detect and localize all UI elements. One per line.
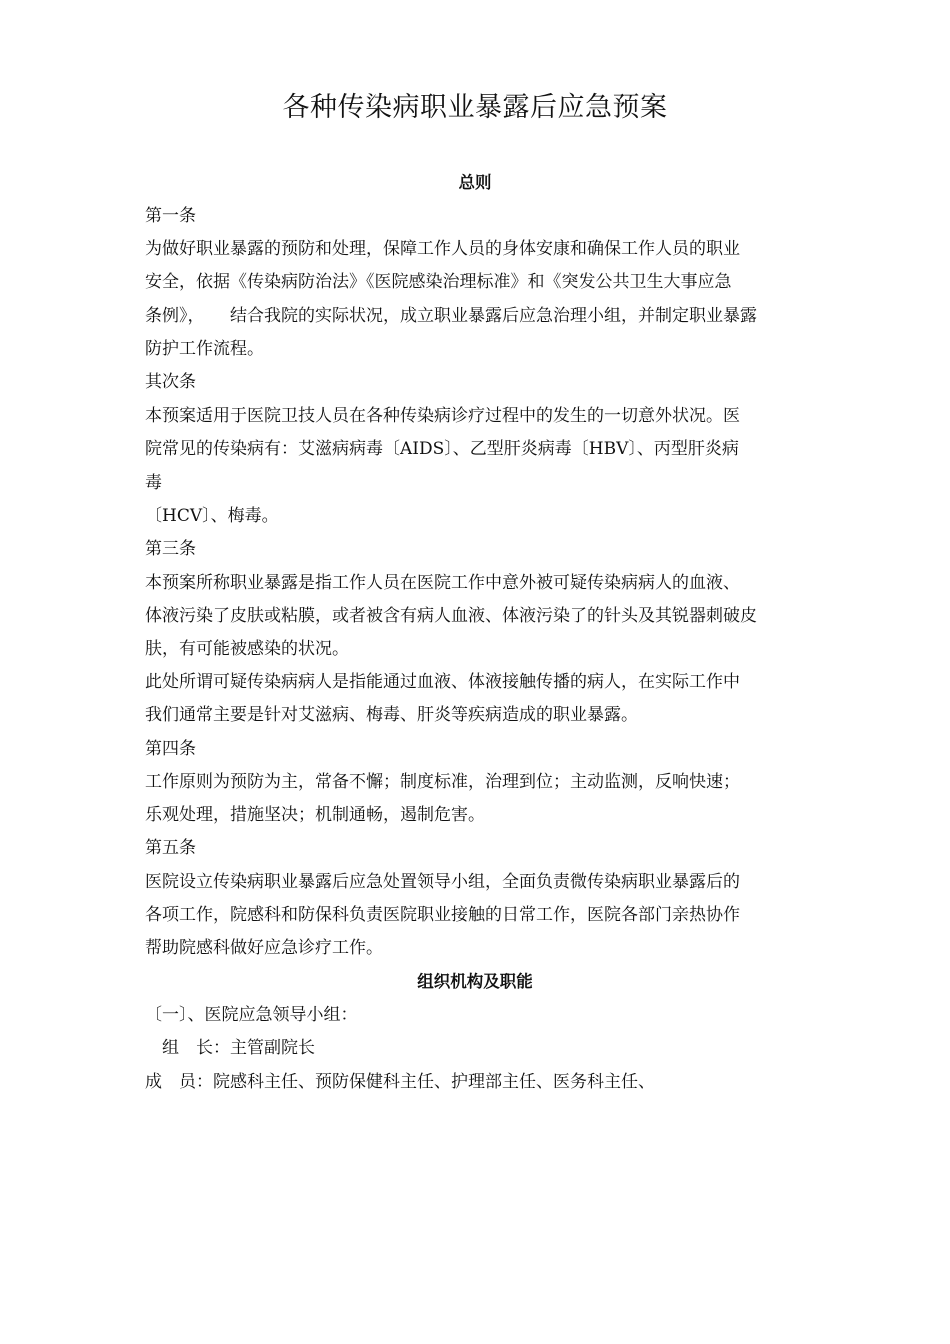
paragraph-line: 医院设立传染病职业暴露后应急处置领导小组，全面负责微传染病职业暴露后的 <box>145 872 740 892</box>
section-heading-organization: 组织机构及职能 <box>417 972 533 991</box>
paragraph-line: 我们通常主要是针对艾滋病、梅毒、肝炎等疾病造成的职业暴露。 <box>145 705 638 725</box>
paragraph-line: 毒 <box>145 473 162 493</box>
paragraph-line: 本预案所称职业暴露是指工作人员在医院工作中意外被可疑传染病病人的血液、 <box>145 573 740 593</box>
paragraph-line: 条例》， 结合我院的实际状况，成立职业暴露后应急治理小组，并制定职业暴露 <box>145 306 757 326</box>
paragraph-line: 第五条 <box>145 838 196 858</box>
paragraph-line: 帮助院感科做好应急诊疗工作。 <box>145 938 383 958</box>
paragraph-line: 其次条 <box>145 372 196 392</box>
paragraph-line: 安全，依据《传染病防治法》《医院感染治理标准》和《突发公共卫生大事应急 <box>145 272 732 292</box>
paragraph-line: 乐观处理，措施坚决；机制通畅，遏制危害。 <box>145 805 485 825</box>
paragraph-line: 成 员：院感科主任、预防保健科主任、护理部主任、医务科主任、 <box>145 1072 655 1092</box>
section-heading-general: 总则 <box>458 173 492 192</box>
paragraph-line: 第三条 <box>145 539 196 559</box>
paragraph-line: 本预案适用于医院卫技人员在各种传染病诊疗过程中的发生的一切意外状况。医 <box>145 406 740 426</box>
paragraph-line: 肤，有可能被感染的状况。 <box>145 639 349 659</box>
paragraph-line: 第四条 <box>145 739 196 759</box>
paragraph-line: 各项工作，院感科和防保科负责医院职业接触的日常工作，医院各部门亲热协作 <box>145 905 740 925</box>
paragraph-line: 组 长：主管副院长 <box>145 1038 315 1058</box>
paragraph-line: 院常见的传染病有：艾滋病病毒〔AIDS〕、乙型肝炎病毒〔HBV〕、丙型肝炎病 <box>145 439 739 459</box>
document-title: 各种传染病职业暴露后应急预案 <box>282 92 668 123</box>
paragraph-line: 第一条 <box>145 206 196 226</box>
paragraph-line: 体液污染了皮肤或粘膜，或者被含有病人血液、体液污染了的针头及其锐器刺破皮 <box>145 606 757 626</box>
paragraph-line: 〔一〕、医院应急领导小组： <box>145 1005 358 1025</box>
paragraph-line: 工作原则为预防为主，常备不懈；制度标准，治理到位；主动监测，反响快速； <box>145 772 740 792</box>
paragraph-line: 此处所谓可疑传染病病人是指能通过血液、体液接触传播的病人，在实际工作中 <box>145 672 740 692</box>
paragraph-line: 〔HCV〕、梅毒。 <box>145 506 279 526</box>
paragraph-line: 防护工作流程。 <box>145 339 264 359</box>
paragraph-line: 为做好职业暴露的预防和处理，保障工作人员的身体安康和确保工作人员的职业 <box>145 239 740 259</box>
